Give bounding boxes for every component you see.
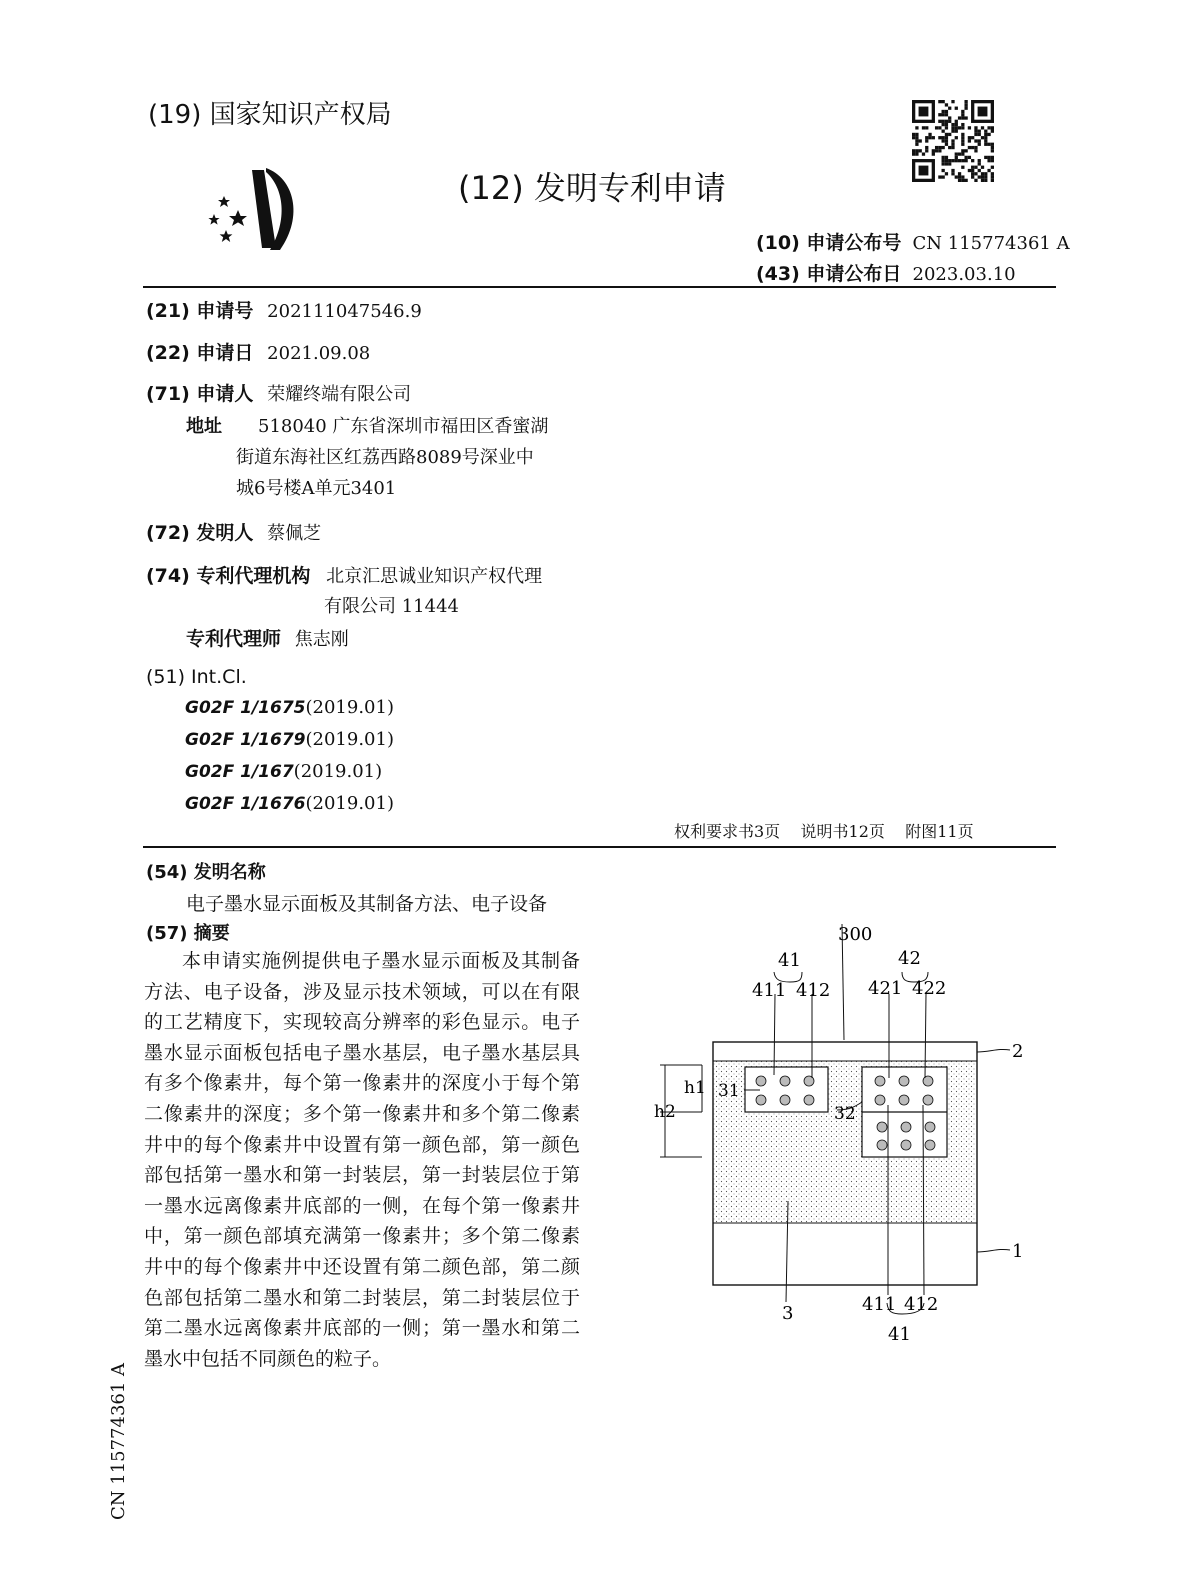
publication-number-line [756,228,1070,255]
label-411-bottom: 411 [862,1294,897,1315]
agency-name-line-1: 北京汇思诚业知识产权代理 [326,566,543,587]
ink-particle [899,1076,909,1086]
side-publication-code: CN 115774361 A [108,1362,129,1520]
header-divider [143,286,1056,288]
publication-date-line [756,259,1016,286]
page-counts: 权利要求书3页 说明书12页 附图11页 [674,822,974,841]
ink-particle [875,1076,885,1086]
ipc-entry [185,729,394,750]
ink-particle [875,1095,885,1105]
ipc-code: G02F 1/167 [185,762,294,782]
label-421: 421 [868,978,903,999]
applicant-line [146,379,411,406]
label-h1: h1 [684,1078,706,1098]
ipc-entry [185,793,394,814]
publication-number: CN 115774361 A [912,233,1070,254]
office-name: (19) 国家知识产权局 [148,100,392,130]
ink-particle [780,1076,790,1086]
label-3: 3 [782,1303,794,1324]
ipc-entry [185,761,382,782]
label-2: 2 [1012,1041,1024,1062]
ink-particle [901,1140,911,1150]
agency-label: (74) 专利代理机构 [146,565,311,587]
label-41-bottom: 41 [888,1324,911,1345]
ink-particle [804,1095,814,1105]
label-42: 42 [898,948,921,969]
application-date-label: (22) 申请日 [146,342,254,364]
invention-title-label: (54) 发明名称 [146,862,266,883]
ipc-version: (2019.01) [305,729,394,750]
address-line-1: 518040 广东省深圳市福田区香蜜湖 [258,416,549,437]
agency-line [146,561,542,588]
ipc-version: (2019.01) [293,761,383,782]
ink-particle [780,1095,790,1105]
application-number-line [146,296,422,323]
address-label: 地址 [186,416,222,437]
address-line-3: 城6号楼A单元3401 [236,478,397,499]
ink-particle [925,1140,935,1150]
inventor-line [146,518,321,545]
label-300: 300 [838,924,873,945]
ink-particle [923,1095,933,1105]
ink-particle [925,1122,935,1132]
ink-particle [877,1140,887,1150]
applicant-label: (71) 申请人 [146,383,254,405]
ink-particle [901,1122,911,1132]
ink-particle [877,1122,887,1132]
ipc-code: G02F 1/1675 [185,698,306,718]
invention-title: 电子墨水显示面板及其制备方法、电子设备 [186,893,548,915]
ipc-code: G02F 1/1679 [185,730,306,750]
label-422: 422 [912,978,947,999]
abstract-figure [640,910,1040,1350]
agency-name-line-2: 有限公司 11444 [324,596,459,617]
section-divider [143,846,1056,848]
ink-particle [923,1076,933,1086]
int-cl-label: (51) Int.Cl. [146,666,247,688]
ink-particle [756,1076,766,1086]
abstract-text: 本申请实施例提供电子墨水显示面板及其制备方法、电子设备，涉及显示技术领域，可以在有限的工艺精度下，实现较高分辨率的彩色显示。电子墨水显示面板包括电子墨水基层，电子墨水基层具有多个像素井，每个第一像素井的深度小于每个第二像素井的深度；多个第一像素井和多个第二像素井中的每个像素井中设置有第一颜色部，第一颜色部包括第一墨水和第一封装层，第一封装层位于第一墨水远离像素井底部的一侧，在每个第一像素井中，第一颜色部填充满第一像素井；多个第二像素井中的每个像素井中还设置有第二颜色部，第二颜色部包括第二墨水和第二封装层，第二封装层位于第二墨水远离像素井底部的一侧；第一墨水和第二墨水中包括不同颜色的粒子。 [144,950,580,1370]
cnipa-logo-icon [196,158,308,254]
ipc-version: (2019.01) [305,697,394,718]
label-h2: h2 [654,1102,676,1122]
agent-name: 焦志刚 [294,629,349,650]
abstract-label: (57) 摘要 [146,923,230,944]
ink-particle [899,1095,909,1105]
ipc-version: (2019.01) [305,793,394,814]
ipc-code: G02F 1/1676 [185,794,306,814]
application-date: 2021.09.08 [267,343,371,364]
applicant-name: 荣耀终端有限公司 [267,384,412,405]
publication-date-label: (43) 申请公布日 [756,263,902,285]
document-type: (12) 发明专利申请 [458,169,726,207]
label-31: 31 [718,1081,740,1101]
qr-code-icon [912,100,994,182]
agent-label: 专利代理师 [186,628,282,650]
inventor-label: (72) 发明人 [146,522,254,544]
address-line-2: 街道东海社区红荔西路8089号深业中 [236,447,534,468]
label-412: 412 [796,980,831,1001]
publication-date: 2023.03.10 [912,264,1016,285]
label-412-bottom: 412 [904,1294,939,1315]
application-date-line [146,338,370,365]
inventor-name: 蔡佩芝 [267,523,322,544]
agent-line [186,624,349,651]
label-1: 1 [1012,1241,1024,1262]
label-32: 32 [834,1104,856,1124]
ink-particle [756,1095,766,1105]
label-411: 411 [752,980,787,1001]
application-number: 202111047546.9 [267,301,422,322]
ipc-entry [185,697,394,718]
publication-number-label: (10) 申请公布号 [756,232,902,254]
application-number-label: (21) 申请号 [146,300,254,322]
label-41: 41 [778,950,801,971]
